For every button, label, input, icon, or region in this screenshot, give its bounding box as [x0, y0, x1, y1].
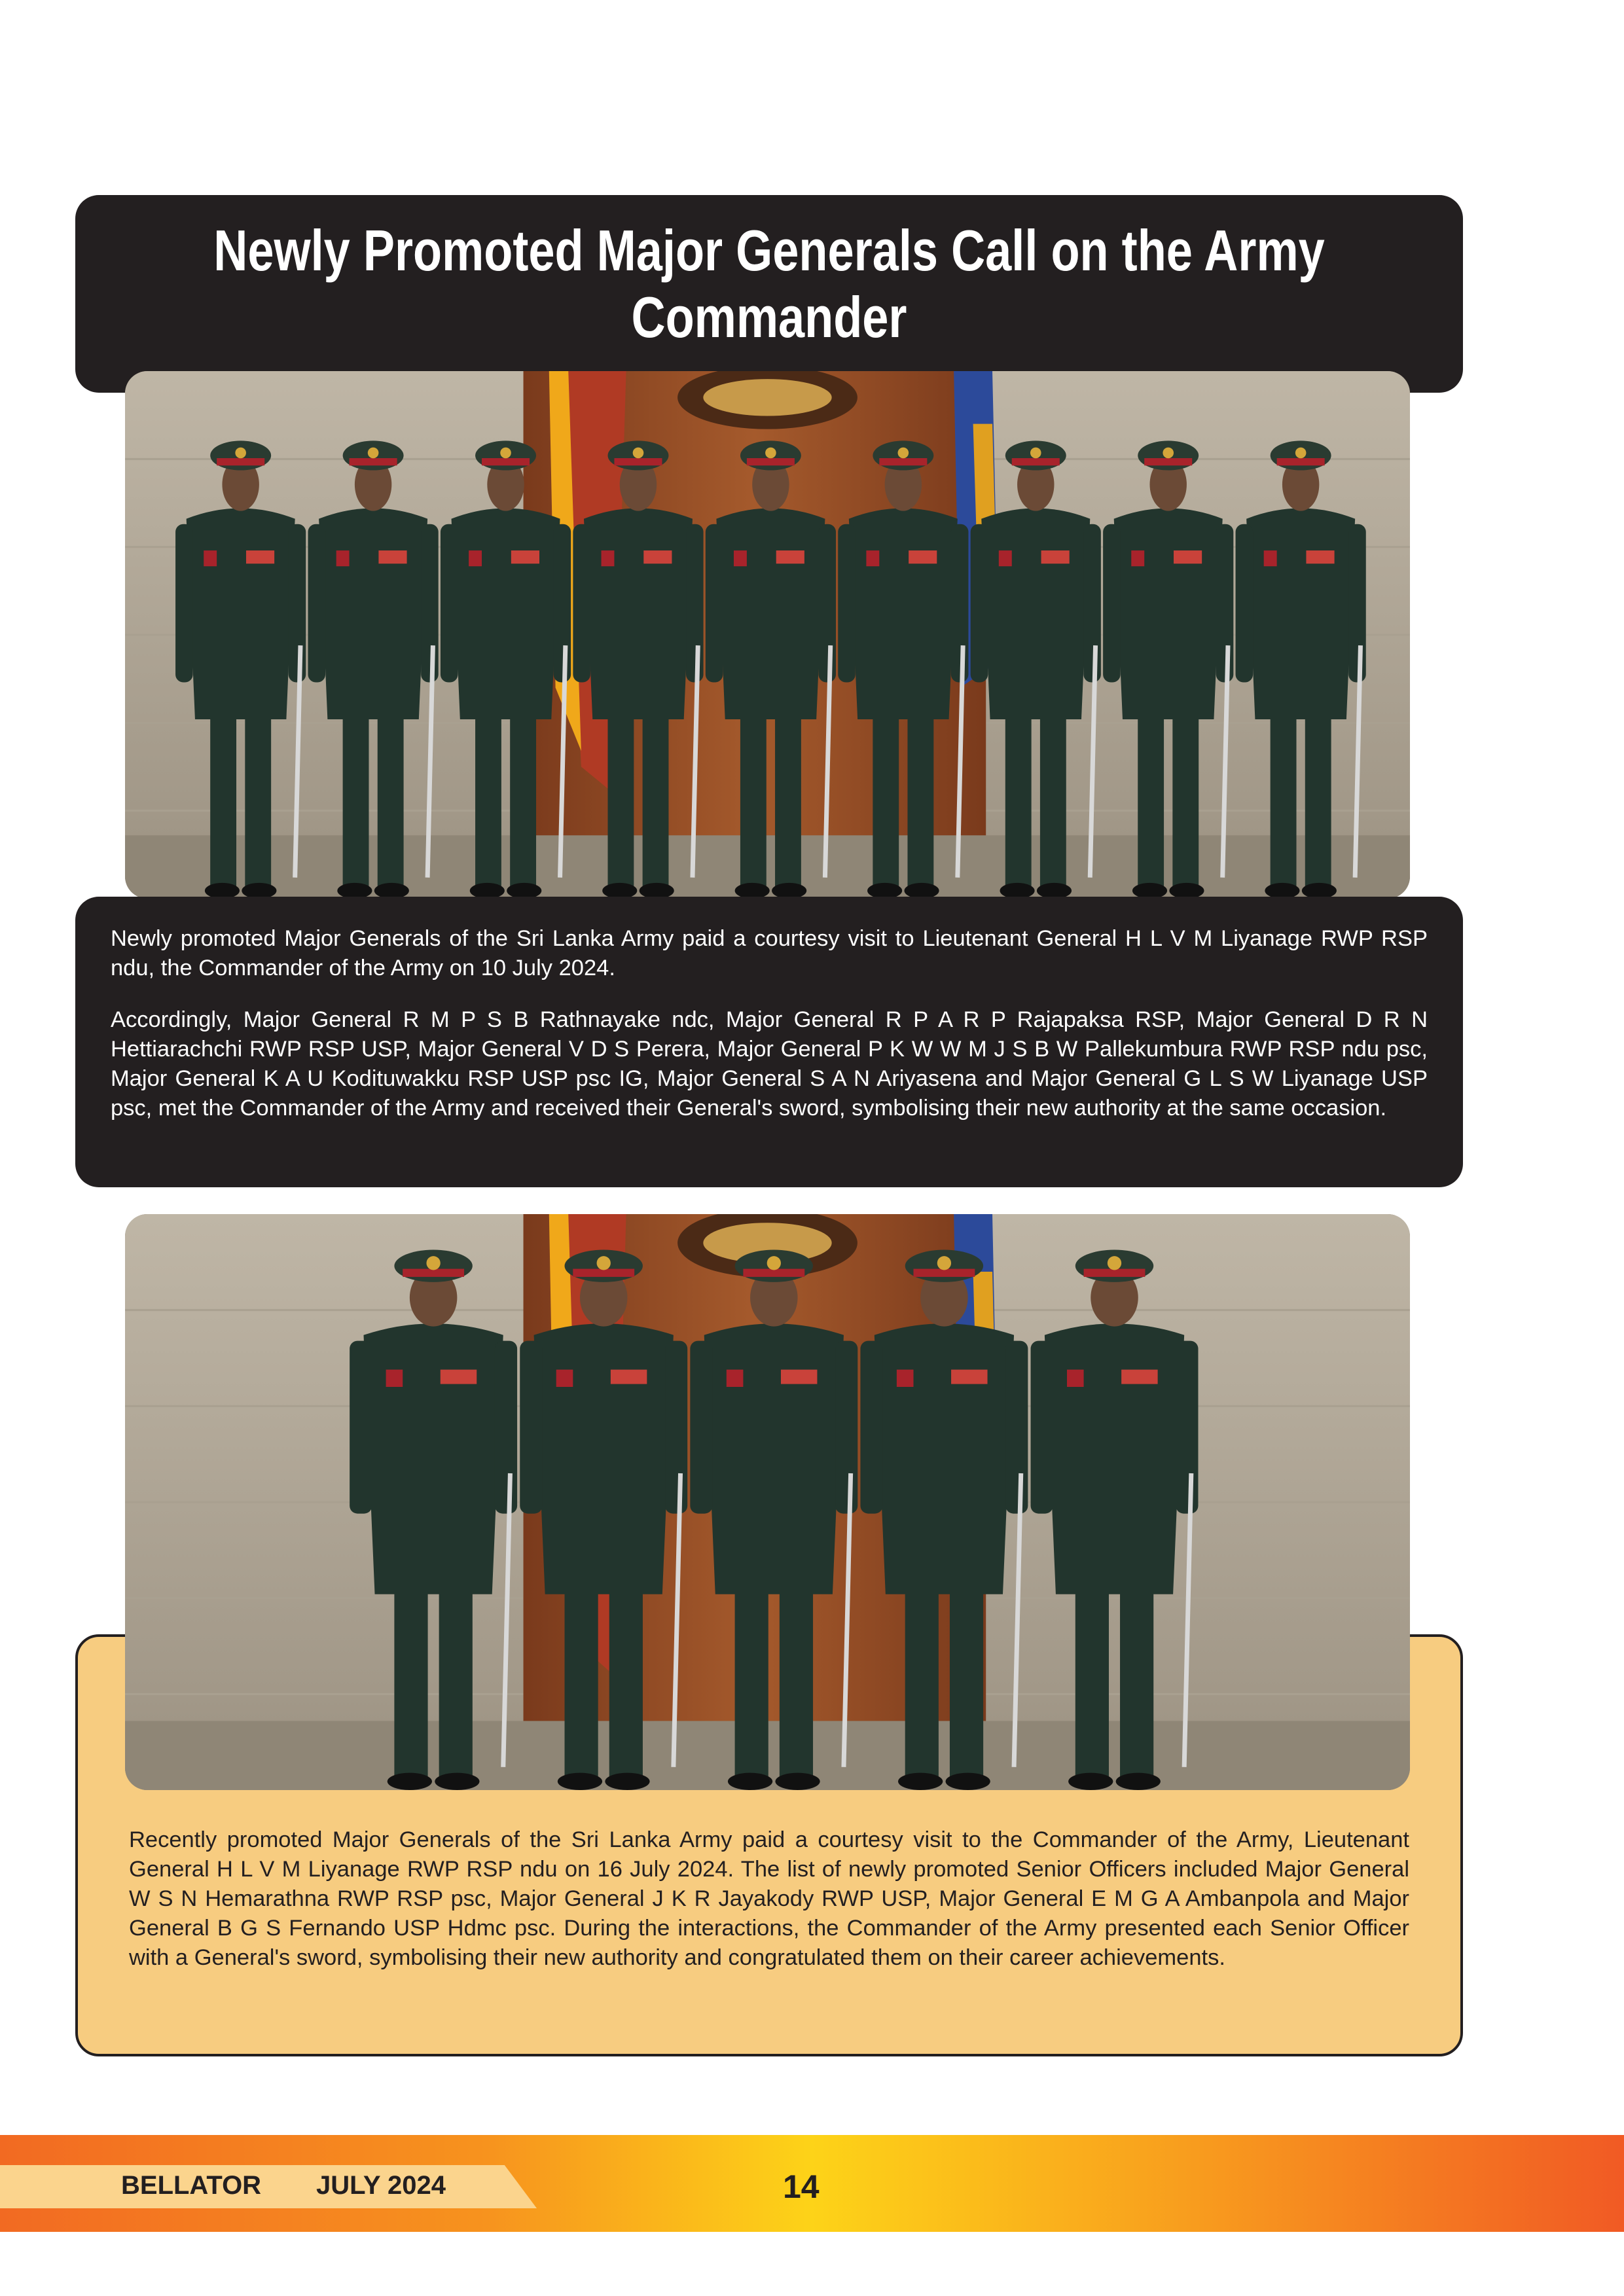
footer-page-number: 14 [783, 2168, 820, 2205]
title-banner [75, 195, 1463, 393]
photo-illustration [125, 1214, 1410, 1790]
article2-paragraph1: Recently promoted Major Generals of the Sri Lanka Army paid a courtesy visit to the Commander of the Army, Lieutenant General H L V M Liyanage RWP RSP ndu on 16 July 2024. The list of newly promoted Senior Officers included Major General W S N Hemarathna RWP RSP psc, Major General J K R Jayakody RWP USP, Major General E M G A Ambanpola and Major General B G S Fernando USP Hdmc psc. During the interactions, the Commander of the Army presented each Senior Officer with a General's sword, symbolising their new authority and congratulated them on their career achievements. [129, 1827, 1409, 1970]
article-box-1 [75, 897, 1463, 1187]
article1-paragraph2: Accordingly, Major General R M P S B Rathnayake ndc, Major General R P A R P Rajapaksa RSP, Major General D R N Hettiarachchi RWP RSP USP, Major General V D S Perera, Major General P K W W M J S B W Pallekumbura RWP RSP ndu psc, Major General K A U Kodituwakku RSP USP psc IG, Major General S A N Ariyasena and Major General G L S W Liyanage USP psc, met the Commander of the Army and received their General's sword, symbolising their new authority at the same occasion. [111, 1007, 1428, 1121]
photo-courtesy-visit-2 [125, 1214, 1410, 1790]
page-title: Newly Promoted Major Generals Call on the Army Commander [213, 218, 1325, 350]
footer-issue-date: JULY 2024 [316, 2171, 446, 2200]
photo-courtesy-visit-1 [125, 371, 1410, 899]
article1-paragraph1: Newly promoted Major Generals of the Sri Lanka Army paid a courtesy visit to Lieutenant General H L V M Liyanage RWP RSP ndu, the Commander of the Army on 10 July 2024. [111, 926, 1428, 980]
photo-illustration [125, 371, 1410, 899]
footer-magazine-name: BELLATOR [121, 2171, 262, 2200]
footer-label-tab [0, 2165, 537, 2208]
